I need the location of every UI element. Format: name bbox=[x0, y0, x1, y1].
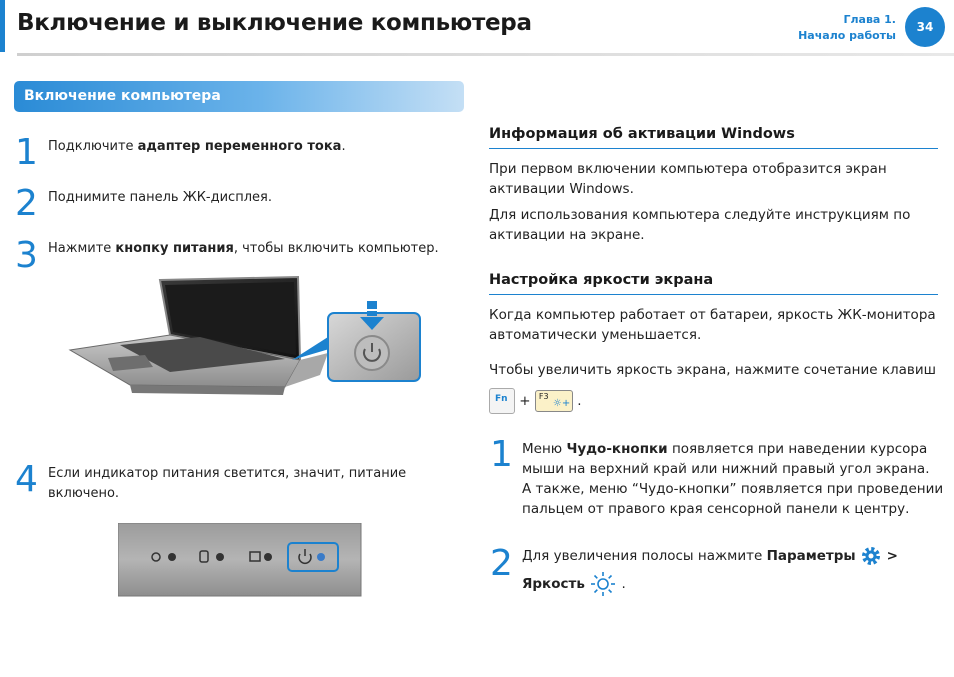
brightness-paragraph-2: Чтобы увеличить яркость экрана, нажмите сочетание клавиш bbox=[489, 362, 937, 378]
key-combination bbox=[489, 388, 582, 414]
step-number: 4 bbox=[15, 459, 38, 500]
laptop-illustration bbox=[60, 275, 430, 415]
heading-rule bbox=[489, 148, 938, 149]
step-number: 1 bbox=[490, 434, 513, 475]
activation-paragraph-2: Для использования компьютера следуйте инструкциям по активации на экране. bbox=[489, 207, 911, 243]
activation-paragraph-1: При первом включении компьютера отобразится экран активации Windows. bbox=[489, 161, 887, 197]
step-text: Если индикатор питания светится, значит, питание включено. bbox=[48, 466, 407, 501]
title-divider bbox=[17, 53, 954, 56]
f3-key: F3 ☼+ bbox=[535, 390, 573, 412]
page-number-badge: 34 bbox=[905, 7, 945, 47]
step-number: 3 bbox=[15, 235, 38, 276]
plus-sign: + bbox=[519, 393, 531, 409]
step-text: Меню Чудо-кнопки появляется при наведении курсора мыши на верхний край или нижний правый угол экрана. А также, меню “Чудо-кнопки” появляется при проведении пальцем от правого края сенсорной панели к центру. bbox=[522, 441, 944, 517]
activation-heading: Информация об активации Windows bbox=[489, 126, 795, 142]
header-accent-bar bbox=[0, 0, 5, 52]
chapter-label bbox=[798, 12, 896, 44]
step-text-continued: Яркость . bbox=[522, 571, 626, 597]
chapter-name: Начало работы bbox=[798, 29, 896, 42]
step-text: Для увеличения полосы нажмите Параметры > bbox=[522, 545, 898, 567]
step-text: Поднимите панель ЖК-дисплея. bbox=[48, 190, 272, 205]
step-text: Нажмите кнопку питания, чтобы включить компьютер. bbox=[48, 241, 439, 256]
brightness-paragraph-1: Когда компьютер работает от батареи, яркость ЖК-монитора автоматически уменьшается. bbox=[489, 307, 936, 343]
chapter-number: Глава 1. bbox=[843, 13, 896, 26]
step-number: 2 bbox=[490, 543, 513, 584]
section-title: Включение компьютера bbox=[24, 88, 221, 104]
step-number: 1 bbox=[15, 132, 38, 173]
brightness-heading: Настройка яркости экрана bbox=[489, 272, 714, 288]
page-title: Включение и выключение компьютера bbox=[17, 10, 532, 36]
period: . bbox=[577, 393, 582, 409]
step-text: Подключите адаптер переменного тока. bbox=[48, 139, 346, 154]
settings-gear-icon bbox=[860, 545, 882, 567]
heading-rule bbox=[489, 294, 938, 295]
fn-key: Fn bbox=[489, 388, 515, 414]
brightness-sun-icon bbox=[589, 571, 617, 597]
step-number: 2 bbox=[15, 183, 38, 224]
brightness-up-icon: ☼+ bbox=[552, 398, 571, 409]
indicator-panel-illustration bbox=[118, 523, 363, 598]
section-header bbox=[14, 81, 464, 112]
